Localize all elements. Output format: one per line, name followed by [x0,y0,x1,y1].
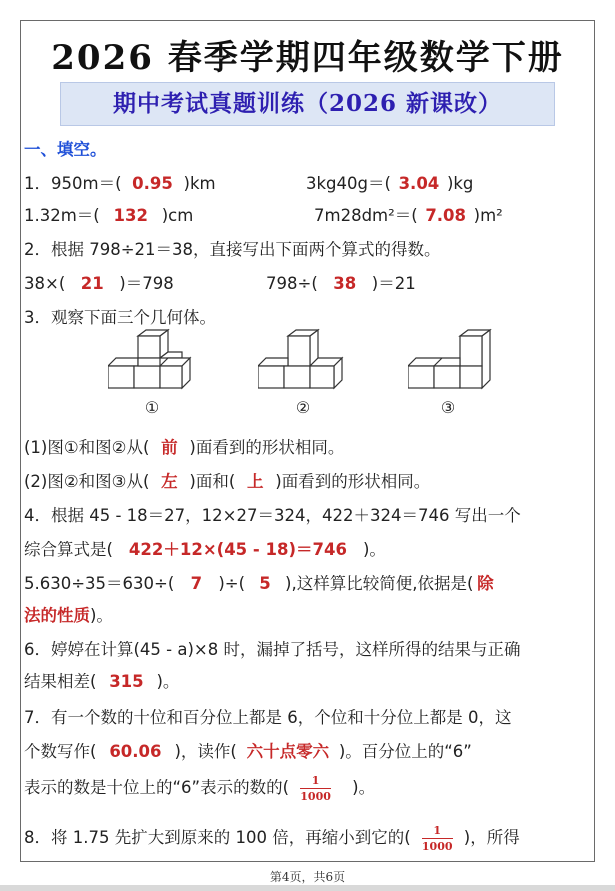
answer: 5 [259,574,271,593]
question-3-text: 3．观察下面三个几何体。 [24,308,216,327]
question-1-b: 3kg40g＝( 3.04 )kg [306,174,474,193]
answer: 315 [109,672,144,691]
question-1-d: 7m28dm²＝( 7.08 )m² [314,206,503,225]
page-subtitle: 期中考试真题训练（2026 新课改） [60,82,555,126]
geometric-solid-figure-2 [258,322,348,392]
question-3-part-2: (2)图②和图③从( 左 )面和( 上 )面看到的形状相同。 [24,468,430,492]
answer: 7 [190,574,203,593]
question-6-line-2: 结果相差( 315 )。 [24,672,180,691]
question-2-b: 798÷( 38 )＝21 [266,274,416,293]
answer: 38 [333,274,357,293]
answer: 60.06 [109,742,162,761]
fraction-answer: $\frac{1}{1000}$ [300,774,331,803]
question-1-a: 1．950m＝( 0.95 )km [24,174,216,193]
answer: 21 [80,274,104,293]
answer: 前 [161,438,178,457]
geometric-solid-figure-1 [108,322,196,392]
page-title: 2026 春季学期四年级数学下册 [51,38,564,78]
question-6-line-1: 6．婷婷在计算(45 - a)×8 时，漏掉了括号，这样所得的结果与正确 [24,640,521,659]
answer: 上 [247,472,264,491]
question-5-line-1: 5.630÷35＝630÷( 7 )÷( 5 ),这样算比较简便,依据是( 除 [24,570,497,594]
question-4-line-2: 综合算式是( 422＋12×(45 - 18)＝746 )。 [24,536,386,560]
question-7-line-2: 个数写作( 60.06 )，读作( 六十点零六 )。百分位上的“6” [24,738,472,762]
bottom-bar [0,885,615,891]
answer: 422＋12×(45 - 18)＝746 [128,540,347,559]
figure-label-3: ③ [440,398,456,417]
question-7-line-3: 表示的数是十位上的“6”表示的数的( $\frac{1}{1000}$ )。 [24,774,376,803]
answer: 3.04 [398,174,440,193]
page-number: 第4页，共6页 [269,870,346,884]
geometric-solid-figure-3 [408,322,498,392]
answer: 除 [477,574,494,593]
question-2-a: 38×( 21 )＝798 [24,274,174,293]
answer: 132 [113,206,148,225]
question-1-c: 1.32m＝( 132 )cm [24,206,194,225]
question-8-line-1: 8．将 1.75 先扩大到原来的 100 倍，再缩小到它的( $\frac{1}{1000}$ )，所得 [24,824,520,853]
question-4-line-1: 4．根据 45 - 18＝27，12×27＝324，422＋324＝746 写出一个 [24,506,521,525]
question-7-line-1: 7．有一个数的十位和百分位上都是 6，个位和十分位上都是 0，这 [24,708,512,727]
answer: 7.08 [425,206,467,225]
question-5-line-2: 法的性质)。 [24,602,113,626]
answer: 0.95 [132,174,173,193]
section-header: 一、填空。 [24,140,107,159]
question-3-part-1: (1)图①和图②从( 前 )面看到的形状相同。 [24,434,344,458]
figure-label-2: ② [295,398,311,417]
answer: 左 [161,472,178,491]
answer: 法的性质 [24,606,90,625]
question-2-text: 2．根据 798÷21＝38，直接写出下面两个算式的得数。 [24,240,441,259]
figure-label-1: ① [144,398,160,417]
fraction-answer: $\frac{1}{1000}$ [421,824,453,853]
answer: 六十点零六 [246,742,330,761]
